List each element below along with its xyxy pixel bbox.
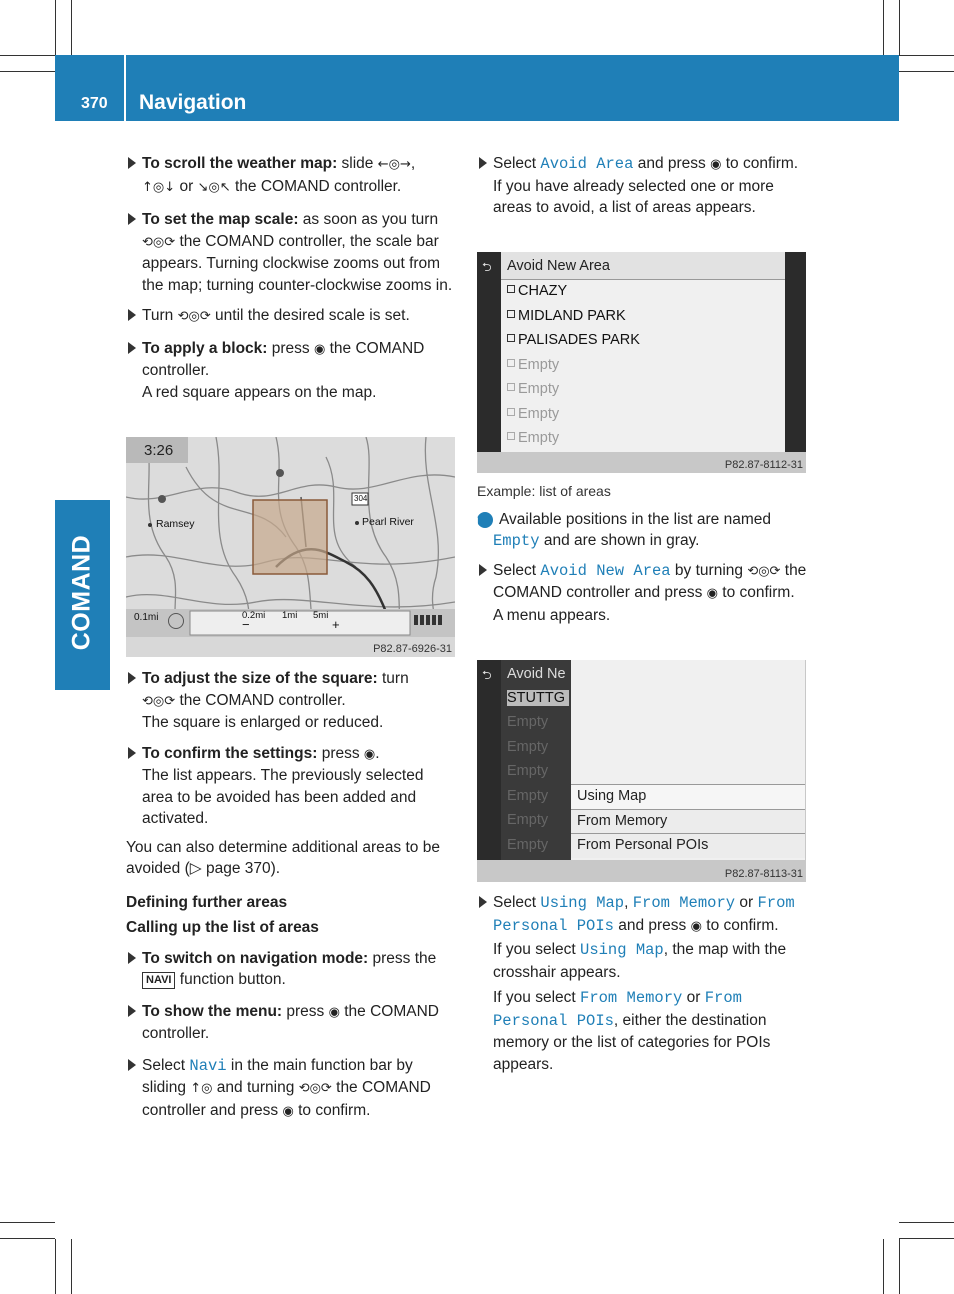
crop-mark: [899, 55, 954, 56]
dimmed-list-item: Empty: [507, 763, 549, 779]
checkbox-icon: [507, 310, 515, 318]
step-turn: [126, 305, 458, 328]
controller-turn-icon: ⟲◎⟳: [298, 1081, 332, 1096]
text: Select: [493, 155, 541, 172]
ui-term: From Memory: [632, 894, 736, 912]
menu-panel: [571, 660, 805, 860]
step-select-source: [477, 892, 809, 937]
step-result: The list appears. The previously selected area to be avoided has been added and activated.: [142, 767, 424, 827]
text: to confirm.: [293, 1101, 371, 1119]
list-item[interactable]: [507, 332, 640, 348]
text: press: [267, 339, 314, 357]
menu-option-label: Using Map: [577, 788, 647, 804]
text: the COMAND controller.: [230, 177, 402, 195]
step-adjust-square: [126, 668, 458, 734]
checkbox-icon: [507, 359, 515, 367]
ui-term: From Memory: [580, 989, 683, 1007]
menu-option[interactable]: [571, 809, 805, 834]
controller-turn-icon: ⟲◎⟳: [747, 563, 781, 579]
left-column-lower: [126, 668, 458, 1122]
crop-mark: [883, 1239, 884, 1294]
text: .: [375, 744, 380, 762]
text: to confirm.: [717, 584, 795, 601]
text: Select: [142, 1056, 190, 1074]
controller-turn-icon: ⟲◎⟳: [177, 309, 211, 324]
left-column: [126, 153, 458, 403]
figure-caption: Example: list of areas: [477, 483, 611, 499]
checkbox-icon: [507, 285, 515, 293]
back-icon[interactable]: ⮌: [482, 668, 492, 682]
map-time: 3:26: [144, 442, 174, 459]
crop-mark: [55, 1239, 56, 1294]
ui-term: Using Map: [580, 941, 664, 959]
text: the COMAND controller.: [142, 339, 425, 379]
step-bold: To show the menu:: [142, 1002, 283, 1020]
text: until the desired scale is set.: [210, 307, 410, 324]
scroll-bar[interactable]: [785, 252, 806, 452]
text: to confirm.: [721, 155, 799, 172]
ui-term: From Personal POIs: [493, 989, 742, 1030]
scale-option: 5mi: [313, 610, 329, 621]
text: or: [682, 989, 705, 1006]
crop-mark: [55, 0, 56, 55]
list-header[interactable]: Avoid New Area: [507, 258, 610, 274]
crop-mark: [899, 1239, 900, 1294]
arrow-icon: [128, 747, 136, 759]
list-item[interactable]: [507, 308, 626, 324]
page-header: [55, 55, 899, 121]
crop-mark: [899, 71, 954, 72]
map-place-label: Ramsey: [156, 518, 195, 530]
zoom-in-icon[interactable]: +: [332, 617, 340, 632]
text: Select: [493, 894, 541, 911]
step-bold: To scroll the weather map:: [142, 155, 338, 172]
crop-mark: [0, 1222, 55, 1223]
right-column: [477, 153, 809, 219]
dimmed-list-item: Empty: [507, 738, 549, 755]
text: and press: [633, 155, 711, 172]
text: by turning: [670, 561, 748, 579]
arrow-icon: [128, 309, 136, 321]
right-column-middle: [477, 481, 809, 626]
text: , either the destination memory or the list of categories for POIs appears.: [493, 1011, 771, 1073]
text: and are shown in gray.: [539, 532, 700, 549]
text: Select: [493, 561, 541, 579]
arrow-icon: [479, 896, 487, 908]
section-subheading: Calling up the list of areas: [126, 919, 319, 936]
page-title: Navigation: [139, 91, 247, 114]
dimmed-list-item: Empty: [507, 787, 549, 804]
step-result: If you have already selected one or more areas to avoid, a list of areas appears.: [493, 177, 774, 216]
menu-option[interactable]: [571, 784, 805, 809]
controller-press-icon: ◉: [282, 1103, 294, 1119]
text: the COMAND controller and press: [493, 561, 807, 601]
crop-mark: [883, 0, 884, 55]
text: in the main function bar by sliding: [142, 1056, 413, 1096]
list-item[interactable]: [507, 283, 567, 299]
text: function button.: [175, 971, 286, 988]
crop-mark: [899, 0, 900, 55]
figure-reference: P82.87-8112-31: [724, 459, 803, 471]
step-bold: To switch on navigation mode:: [142, 949, 369, 967]
arrow-icon: [128, 672, 136, 684]
controller-slide-icon: ↑◎↓: [142, 179, 176, 195]
side-tab-label: COMAND: [67, 534, 96, 651]
arrow-icon: [479, 157, 487, 169]
controller-press-icon: ◉: [690, 918, 702, 934]
controller-press-icon: ◉: [313, 341, 326, 357]
scale-option: 1mi: [282, 610, 298, 621]
list-item-label: CHAZY: [518, 283, 568, 299]
controller-press-icon: ◉: [328, 1004, 340, 1020]
step-select-avoid-new-area: [477, 560, 809, 627]
list-item-label: Empty: [518, 430, 560, 446]
dimmed-list-item: Empty: [507, 812, 549, 828]
dimmed-list: [501, 660, 571, 860]
text: slide: [337, 155, 378, 172]
step-show-menu: [126, 1001, 458, 1045]
list-item[interactable]: [507, 430, 559, 446]
crop-mark: [71, 0, 72, 55]
checkbox-icon: [507, 334, 515, 342]
crop-mark: [0, 71, 55, 72]
list-screenshot: [477, 252, 806, 473]
text: the COMAND controller, the scale bar appears. Turning clockwise zooms out from the map; turning counter-clockwise zooms in.: [142, 232, 453, 294]
text: as soon as you turn: [298, 211, 439, 228]
map-screenshot: [126, 437, 455, 657]
step-apply-block: [126, 338, 458, 404]
crop-mark: [71, 1239, 72, 1294]
ui-term: Empty: [493, 532, 540, 550]
side-tab: [55, 500, 110, 690]
dimmed-list-header: Avoid Ne: [507, 666, 566, 682]
text: press: [282, 1002, 329, 1020]
checkbox-icon: [507, 408, 515, 416]
dimmed-list-item: Empty: [507, 836, 549, 853]
step-select-navi: [126, 1055, 458, 1123]
text: Available positions in the list are named: [499, 510, 771, 528]
step-select-avoid-area: [477, 153, 809, 219]
text: If you select: [493, 989, 581, 1006]
controller-slide-icon: ←◎→: [377, 157, 411, 172]
back-icon[interactable]: ⮌: [482, 260, 492, 274]
step-bold: To confirm the settings:: [142, 744, 318, 762]
text: the COMAND controller.: [142, 1002, 439, 1042]
menu-option-label: From Memory: [577, 812, 668, 829]
list-item[interactable]: [507, 381, 559, 397]
controller-press-icon: ◉: [706, 586, 718, 601]
dimmed-list-item: Empty: [507, 714, 549, 730]
controller-turn-icon: ⟲◎⟳: [142, 234, 176, 250]
text: the COMAND controller.: [175, 691, 346, 709]
step-bold: To set the map scale:: [142, 211, 299, 228]
text: or: [175, 177, 198, 195]
step-result: [477, 987, 809, 1075]
list-item-label: MIDLAND PARK: [518, 307, 626, 324]
crop-mark: [899, 1238, 954, 1239]
text: ,: [624, 894, 633, 911]
right-column-lower: [477, 892, 809, 1075]
navi-button-icon: NAVI: [142, 972, 175, 989]
crop-mark: [899, 1222, 954, 1223]
controller-turn-icon: ⟲◎⟳: [142, 693, 176, 709]
ui-term: Using Map: [540, 894, 625, 912]
figure-reference: P82.87-8113-31: [724, 868, 803, 880]
menu-option[interactable]: [571, 833, 805, 858]
scale-option: 0.2mi: [242, 610, 266, 621]
arrow-icon: [128, 213, 136, 225]
paragraph: You can also determine additional areas to be avoided (▷ page 370).: [126, 838, 440, 877]
text: If you select: [493, 941, 581, 958]
checkbox-icon: [507, 383, 515, 391]
back-bar: [477, 252, 501, 452]
text: press: [317, 744, 364, 762]
step-result: The square is enlarged or reduced.: [142, 714, 384, 731]
crop-mark: [0, 55, 55, 56]
arrow-icon: [128, 157, 136, 169]
ui-term: From Personal POIs: [493, 894, 795, 935]
checkbox-icon: [507, 432, 515, 440]
list-item[interactable]: [507, 357, 559, 373]
text: turn: [377, 670, 409, 687]
map-place-label: Pearl River: [362, 516, 414, 528]
list-panel: [501, 252, 785, 452]
step-result: A menu appears.: [493, 606, 611, 624]
arrow-icon: [479, 564, 487, 576]
info-note: [477, 509, 809, 553]
crop-mark: [0, 1238, 55, 1239]
text: , the map with the crosshair appears.: [493, 941, 787, 981]
text: the COMAND controller and press: [142, 1079, 431, 1119]
text: Turn: [142, 307, 178, 324]
dimmed-list-item: STUTTG: [507, 690, 569, 706]
step-confirm-settings: [126, 743, 458, 830]
step-result: A red square appears on the map.: [142, 383, 377, 401]
step-result: [477, 939, 809, 983]
back-bar: [477, 660, 501, 860]
text: and press: [613, 916, 691, 934]
step-scroll-map: [126, 153, 458, 198]
step-navigation-mode: [126, 948, 458, 991]
text: press the: [368, 949, 437, 967]
arrow-icon: [128, 952, 136, 964]
list-item-label: Empty: [518, 405, 560, 422]
list-item-label: Empty: [518, 381, 560, 397]
text: to confirm.: [701, 916, 779, 934]
list-item-label: PALISADES PARK: [518, 332, 640, 348]
menu-screenshot: [477, 660, 806, 882]
controller-slide-icon: ↑◎: [190, 1081, 213, 1096]
text: ,: [410, 155, 416, 172]
map-road-label: 304: [354, 494, 368, 503]
compass-icon: [168, 613, 184, 629]
figure-reference: P82.87-6926-31: [373, 643, 452, 655]
section-heading: Defining further areas: [126, 893, 288, 911]
page-number: 370: [81, 95, 108, 112]
header-divider: [124, 55, 126, 121]
controller-press-icon: ◉: [710, 157, 722, 172]
controller-slide-icon: ↘◎↖: [197, 179, 231, 195]
arrow-icon: [128, 342, 136, 354]
ui-term: Avoid New Area: [540, 561, 671, 580]
signal-icon: [414, 615, 444, 625]
zoom-out-icon[interactable]: −: [242, 617, 250, 632]
arrow-icon: [128, 1005, 136, 1017]
step-set-scale: [126, 209, 458, 296]
step-bold: To apply a block:: [142, 339, 268, 357]
list-item[interactable]: [507, 406, 559, 422]
step-bold: To adjust the size of the square:: [142, 670, 378, 687]
menu-option-label: From Personal POIs: [577, 837, 709, 853]
info-icon: i: [477, 512, 493, 528]
arrow-icon: [128, 1059, 136, 1071]
text: or: [735, 894, 758, 911]
list-item-label: Empty: [518, 356, 560, 373]
controller-press-icon: ◉: [363, 746, 376, 762]
ui-term: Avoid Area: [540, 155, 634, 173]
text: and turning: [212, 1079, 299, 1096]
ui-term: Navi: [189, 1056, 227, 1075]
scale-label: 0.1mi: [134, 612, 159, 623]
map-image: [126, 437, 455, 637]
